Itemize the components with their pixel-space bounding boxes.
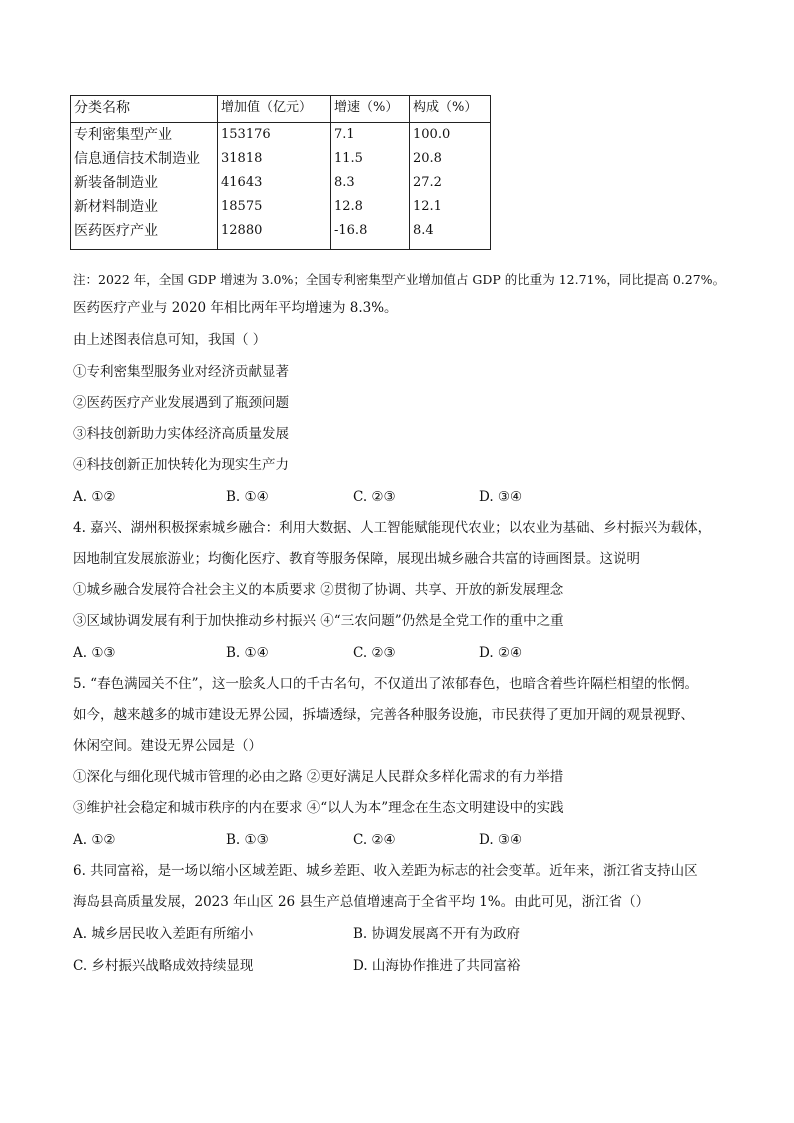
cell-composition: 20.8 (410, 147, 491, 171)
q5-option-a[interactable]: A. ①② (73, 832, 116, 848)
cell-composition: 8.4 (410, 219, 491, 250)
q3-item-3: ③科技创新助力实体经济高质量发展 (73, 426, 289, 442)
cell-category: 医药医疗产业 (71, 219, 218, 250)
q3-item-4: ④科技创新正加快转化为现实生产力 (73, 457, 289, 473)
q3-stem: 由上述图表信息可知，我国（ ） (73, 332, 267, 348)
cell-composition: 27.2 (410, 171, 491, 195)
q3-item-2: ②医药医疗产业发展遇到了瓶颈问题 (73, 395, 289, 411)
header-composition: 构成（%） (410, 96, 491, 123)
cell-category: 信息通信技术制造业 (71, 147, 218, 171)
cell-composition: 100.0 (410, 123, 491, 148)
table-row (71, 147, 491, 171)
q4-option-c[interactable]: C. ②③ (353, 645, 396, 661)
q5-stem-line-2: 如今，越来越多的城市建设无界公园，拆墙透绿，完善各种服务设施，市民获得了更加开阔的观景视野、 (73, 707, 694, 723)
cell-category: 新材料制造业 (71, 195, 218, 219)
note-line-1: 注：2022 年，全国 GDP 增速为 3.0%；全国专利密集型产业增加值占 GDP 的比重为 12.71%，同比提高 0.27%。 (73, 272, 726, 287)
q5-stem-line-1: 5. “春色满园关不住”，这一脍炙人口的千古名句，不仅道出了浓郁春色，也暗含着些许隔栏相望的怅惘。 (73, 676, 698, 692)
table-row (71, 219, 491, 250)
cell-growth: 11.5 (331, 147, 410, 171)
table-header-row (71, 96, 491, 123)
cell-growth: 8.3 (331, 171, 410, 195)
table-row (71, 195, 491, 219)
q5-items-line-2: ③维护社会稳定和城市秩序的内在要求 ④“以人为本”理念在生态文明建设中的实践 (73, 800, 564, 816)
q5-stem-line-3: 休闲空间。建设无界公园是（） (73, 738, 262, 754)
q3-option-a[interactable]: A. ①② (73, 489, 116, 505)
cell-composition: 12.1 (410, 195, 491, 219)
q3-option-b[interactable]: B. ①④ (226, 489, 269, 505)
header-category: 分类名称 (71, 96, 218, 123)
cell-added-value: 153176 (218, 123, 331, 148)
cell-growth: 7.1 (331, 123, 410, 148)
q4-items-line-2: ③区域协调发展有利于加快推动乡村振兴 ④“三农问题”仍然是全党工作的重中之重 (73, 613, 564, 629)
q4-option-b[interactable]: B. ①④ (226, 645, 269, 661)
header-added-value: 增加值（亿元） (218, 96, 331, 123)
cell-category: 新装备制造业 (71, 171, 218, 195)
q3-option-c[interactable]: C. ②③ (353, 489, 396, 505)
cell-added-value: 12880 (218, 219, 331, 250)
q5-option-d[interactable]: D. ③④ (479, 832, 523, 848)
q6-stem-line-1: 6. 共同富裕，是一场以缩小区域差距、城乡差距、收入差距为标志的社会变革。近年来，浙江省支持山区 (73, 863, 698, 879)
table-row (71, 123, 491, 148)
q6-stem-line-2: 海岛县高质量发展，2023 年山区 26 县生产总值增速高于全省平均 1%。由此可见，浙江省（） (73, 894, 650, 910)
industry-table (70, 95, 491, 250)
header-growth: 增速（%） (331, 96, 410, 123)
cell-growth: 12.8 (331, 195, 410, 219)
q6-option-b[interactable]: B. 协调发展离不开有为政府 (353, 926, 521, 942)
q4-items-line-1: ①城乡融合发展符合社会主义的本质要求 ②贯彻了协调、共享、开放的新发展理念 (73, 582, 564, 598)
cell-growth: -16.8 (331, 219, 410, 250)
q4-stem-line-1: 4. 嘉兴、湖州积极探索城乡融合：利用大数据、人工智能赋能现代农业；以农业为基础、乡村振兴为载体， (73, 520, 712, 536)
q5-option-b[interactable]: B. ①③ (226, 832, 269, 848)
cell-added-value: 18575 (218, 195, 331, 219)
q5-items-line-1: ①深化与细化现代城市管理的必由之路 ②更好满足人民群众多样化需求的有力举措 (73, 769, 564, 785)
q4-option-d[interactable]: D. ②④ (479, 645, 523, 661)
cell-added-value: 41643 (218, 171, 331, 195)
q3-option-d[interactable]: D. ③④ (479, 489, 523, 505)
q6-option-a[interactable]: A. 城乡居民收入差距有所缩小 (73, 926, 254, 942)
q4-option-a[interactable]: A. ①③ (73, 645, 116, 661)
q5-option-c[interactable]: C. ②④ (353, 832, 396, 848)
q6-option-d[interactable]: D. 山海协作推进了共同富裕 (353, 958, 521, 974)
note-line-2: 医药医疗产业与 2020 年相比两年平均增速为 8.3%。 (73, 300, 398, 316)
table-row (71, 171, 491, 195)
q6-option-c[interactable]: C. 乡村振兴战略成效持续显现 (73, 958, 254, 974)
cell-added-value: 31818 (218, 147, 331, 171)
cell-category: 专利密集型产业 (71, 123, 218, 148)
q3-item-1: ①专利密集型服务业对经济贡献显著 (73, 364, 289, 380)
q4-stem-line-2: 因地制宜发展旅游业；均衡化医疗、教育等服务保障，展现出城乡融合共富的诗画图景。这说明 (73, 551, 640, 567)
